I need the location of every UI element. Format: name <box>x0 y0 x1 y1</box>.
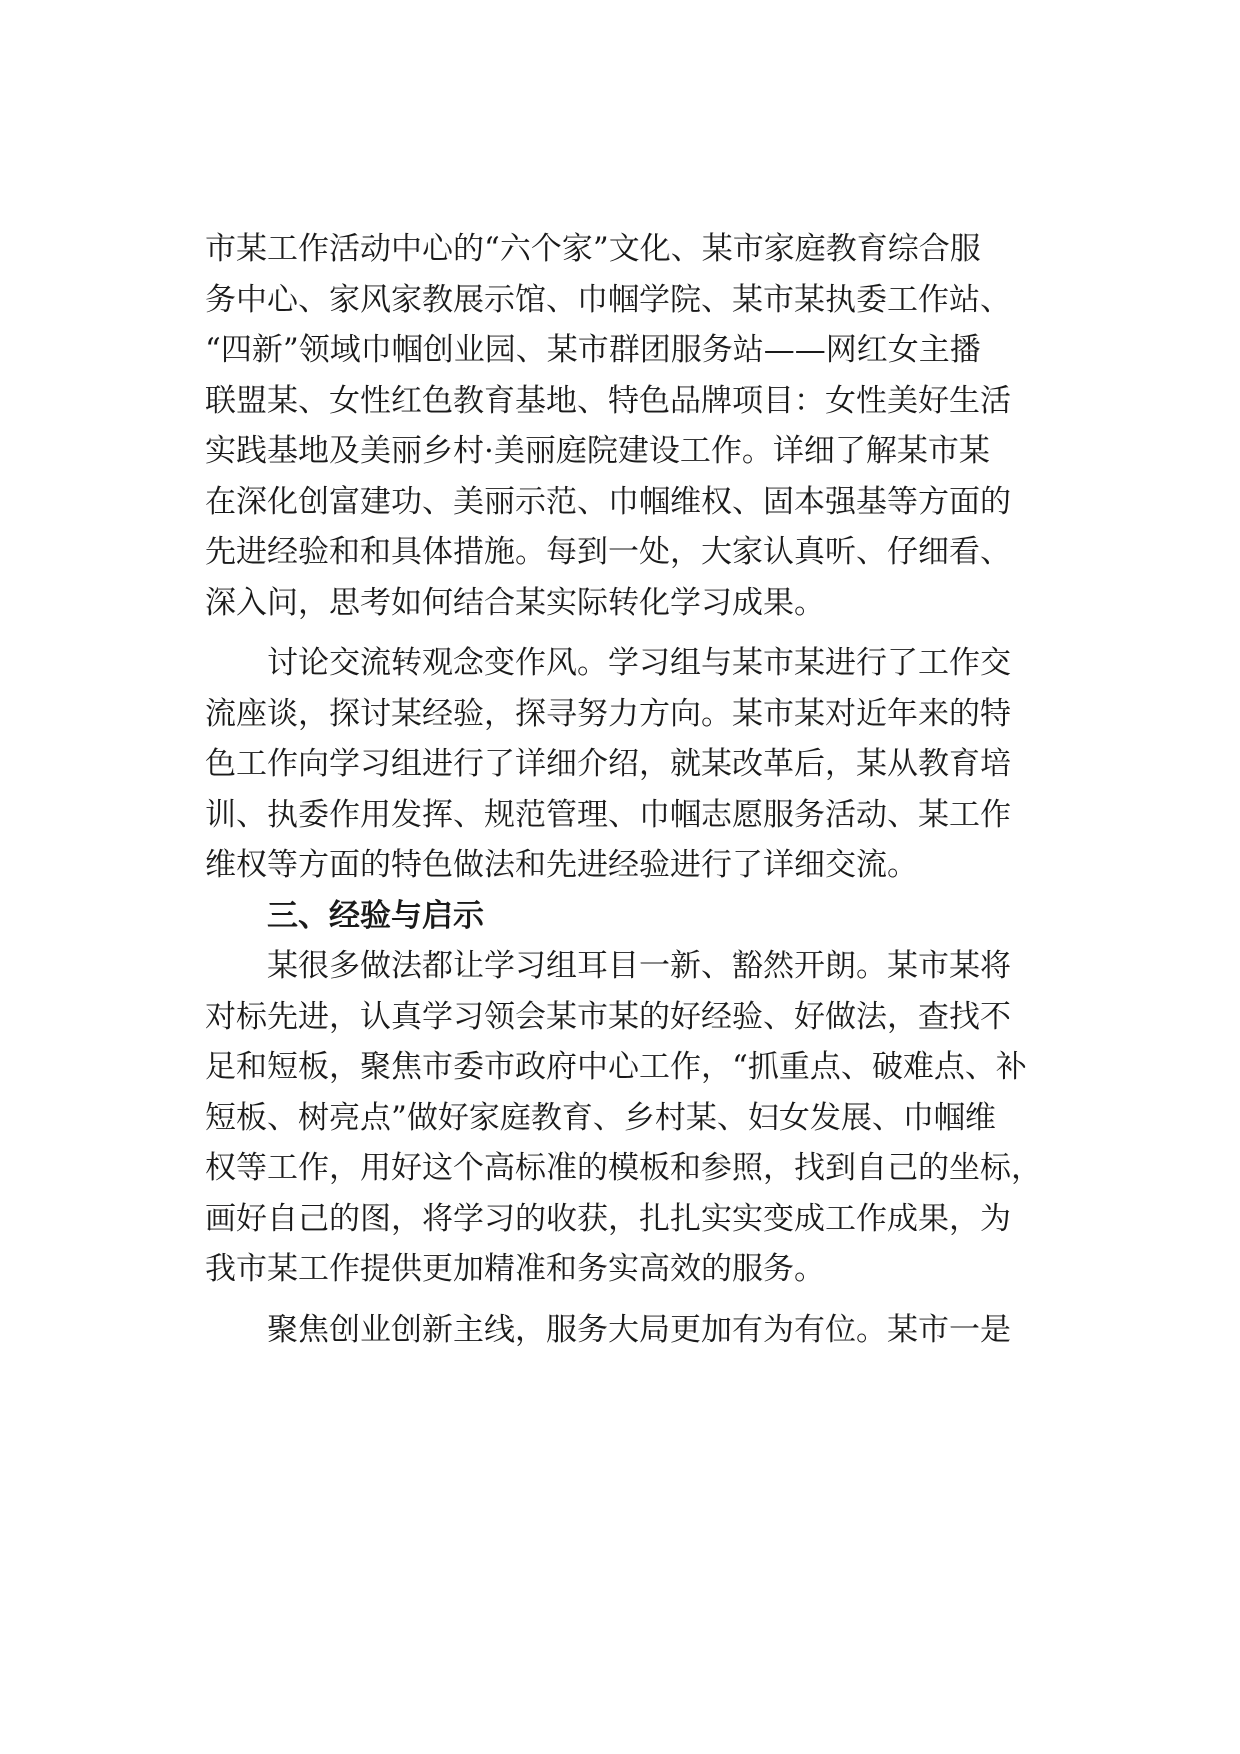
paragraph-gap <box>205 628 1075 638</box>
section-heading: 三、经验与启示 <box>267 897 484 934</box>
text-line: 维权等方面的特色做法和先进经验进行了详细交流。 <box>205 847 918 883</box>
text-line: 联盟某、女性红色教育基地、特色品牌项目：女性美好生活 <box>205 382 1011 419</box>
text-line: “四新”领域巾帼创业园、某市群团服务站——网红女主播 <box>205 332 981 368</box>
text-line: 聚焦创业创新主线，服务大局更加有为有位。某市一是 <box>267 1311 1011 1348</box>
text-line: 流座谈，探讨某经验，探寻努力方向。某市某对近年来的特 <box>205 695 1011 732</box>
text-line: 短板、树亮点”做好家庭教育、乡村某、妇女发展、巾帼维 <box>205 1099 996 1136</box>
text-line: 色工作向学习组进行了详细介绍，就某改革后，某从教育培 <box>205 746 1011 782</box>
paragraph-2 <box>205 638 1075 891</box>
text-line: 画好自己的图，将学习的收获，扎扎实实变成工作成果，为 <box>205 1200 1011 1237</box>
paragraph-gap <box>205 1295 1075 1305</box>
text-line: 我市某工作提供更加精准和务实高效的服务。 <box>205 1251 825 1287</box>
text-line: 深入问，思考如何结合某实际转化学习成果。 <box>205 584 825 621</box>
text-line: 权等工作，用好这个高标准的模板和参照，找到自己的坐标， <box>205 1150 1042 1186</box>
paragraph-3 <box>205 941 1075 1295</box>
paragraph-4 <box>205 1305 1075 1356</box>
text-line: 对标先进，认真学习领会某市某的好经验、好做法，查找不 <box>205 998 1011 1035</box>
text-line: 讨论交流转观念变作风。学习组与某市某进行了工作交 <box>267 645 1011 681</box>
text-line: 足和短板，聚焦市委市政府中心工作，“抓重点、破难点、补 <box>205 1049 1027 1085</box>
text-line: 市某工作活动中心的“六个家”文化、某市家庭教育综合服 <box>205 231 981 267</box>
text-line: 某很多做法都让学习组耳目一新、豁然开朗。某市某将 <box>267 948 1011 984</box>
text-line: 在深化创富建功、美丽示范、巾帼维权、固本强基等方面的 <box>205 483 1011 520</box>
text-line: 务中心、家风家教展示馆、巾帼学院、某市某执委工作站、 <box>205 281 1011 318</box>
text-line: 训、执委作用发挥、规范管理、巾帼志愿服务活动、某工作 <box>205 796 1011 833</box>
paragraph-1 <box>205 224 1075 628</box>
text-line: 实践基地及美丽乡村·美丽庭院建设工作。详细了解某市某 <box>205 433 990 469</box>
document-page <box>205 224 1075 1355</box>
text-line: 先进经验和和具体措施。每到一处，大家认真听、仔细看、 <box>205 534 1011 570</box>
